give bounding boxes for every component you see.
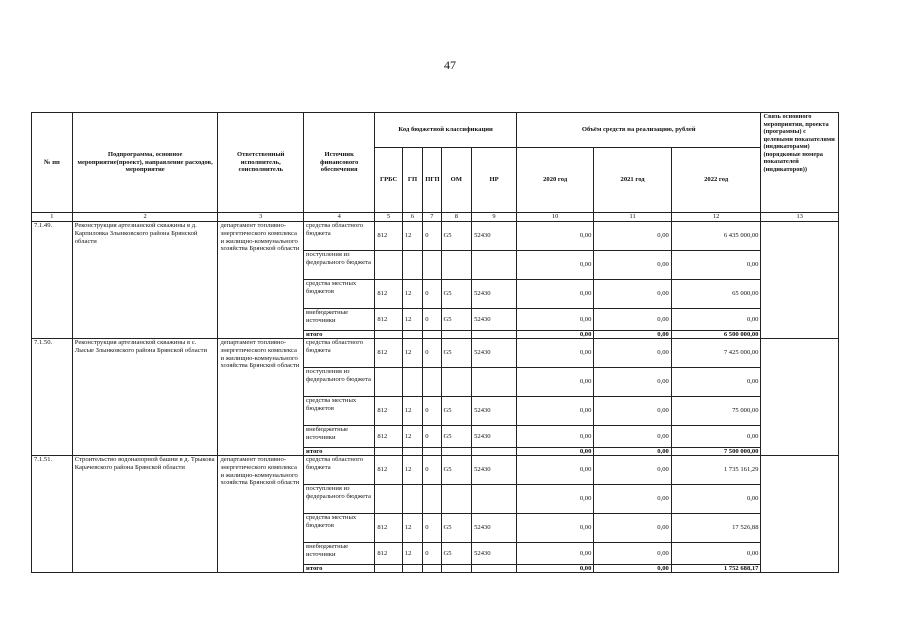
column-number: 4	[304, 213, 375, 222]
code-np: 52430	[472, 280, 517, 309]
funding-source: средства местных бюджетов	[304, 280, 375, 309]
measure-name: Реконструкция артезианской скважины в д. Карпиловка Злынковского района Брянской области	[72, 222, 218, 339]
header-classification-group: Код бюджетной классификации	[375, 113, 517, 148]
total-2020: 0,00	[516, 331, 593, 339]
code-gp: 12	[402, 339, 422, 368]
header-source: Источник финансового обеспечения	[304, 113, 375, 213]
amount-2021: 0,00	[594, 514, 671, 543]
table-body	[32, 222, 839, 573]
amount-2022: 7 425 000,00	[671, 339, 761, 368]
funding-source: средства областного бюджета	[304, 222, 375, 251]
measure-name: Реконструкция артезианской скважины в с. Лысые Злынковского района Брянской области	[72, 339, 218, 456]
funding-source: поступления из федерального бюджета	[304, 251, 375, 280]
amount-2022: 0,00	[671, 485, 761, 514]
code-np: 52430	[472, 309, 517, 331]
measure-executor: департамент топливно-энергетического комплекса и жилищно-коммунального хозяйства Брянской области	[218, 339, 304, 456]
code-om	[441, 251, 472, 280]
funding-source: поступления из федерального бюджета	[304, 485, 375, 514]
code-grbs	[375, 331, 403, 339]
code-np	[472, 485, 517, 514]
amount-2022: 17 526,88	[671, 514, 761, 543]
code-np: 52430	[472, 222, 517, 251]
code-gp: 12	[402, 309, 422, 331]
code-grbs: 812	[375, 222, 403, 251]
amount-2020: 0,00	[516, 339, 593, 368]
code-om	[441, 485, 472, 514]
funding-source: средства областного бюджета	[304, 456, 375, 485]
amount-2021: 0,00	[594, 280, 671, 309]
funding-source: внебюджетные источники	[304, 426, 375, 448]
amount-2022: 0,00	[671, 426, 761, 448]
code-om: G5	[441, 280, 472, 309]
amount-2020: 0,00	[516, 514, 593, 543]
funding-source: средства местных бюджетов	[304, 514, 375, 543]
code-om: G5	[441, 426, 472, 448]
column-number: 10	[516, 213, 593, 222]
header-om: ОМ	[441, 148, 472, 213]
amount-2020: 0,00	[516, 426, 593, 448]
code-pgp: 0	[423, 280, 441, 309]
funding-source: средства областного бюджета	[304, 339, 375, 368]
column-number: 2	[72, 213, 218, 222]
header-volume-group: Объём средств на реализацию, рублей	[516, 113, 761, 148]
code-pgp	[423, 485, 441, 514]
column-number: 1	[32, 213, 73, 222]
code-om	[441, 565, 472, 573]
code-grbs: 812	[375, 309, 403, 331]
indicator-link-cell	[761, 456, 839, 573]
code-om	[441, 448, 472, 456]
code-om	[441, 368, 472, 397]
amount-2022: 1 735 161,29	[671, 456, 761, 485]
code-np: 52430	[472, 397, 517, 426]
amount-2021: 0,00	[594, 485, 671, 514]
code-pgp: 0	[423, 397, 441, 426]
indicator-link-cell	[761, 222, 839, 339]
column-number: 3	[218, 213, 304, 222]
code-gp: 12	[402, 397, 422, 426]
total-2020: 0,00	[516, 565, 593, 573]
code-pgp	[423, 565, 441, 573]
code-grbs: 812	[375, 339, 403, 368]
amount-2022: 0,00	[671, 543, 761, 565]
total-2021: 0,00	[594, 331, 671, 339]
code-np	[472, 565, 517, 573]
code-grbs	[375, 251, 403, 280]
indicator-link-cell	[761, 339, 839, 456]
total-label: итого	[304, 565, 375, 573]
total-2021: 0,00	[594, 565, 671, 573]
amount-2020: 0,00	[516, 222, 593, 251]
amount-2022: 6 435 000,00	[671, 222, 761, 251]
column-number: 9	[472, 213, 517, 222]
header-np: НР	[472, 148, 517, 213]
measure-executor: департамент топливно-энергетического комплекса и жилищно-коммунального хозяйства Брянской области	[218, 222, 304, 339]
code-grbs	[375, 485, 403, 514]
amount-2020: 0,00	[516, 309, 593, 331]
amount-2021: 0,00	[594, 251, 671, 280]
code-np	[472, 448, 517, 456]
amount-2021: 0,00	[594, 397, 671, 426]
code-gp	[402, 251, 422, 280]
funding-source: поступления из федерального бюджета	[304, 368, 375, 397]
code-np: 52430	[472, 339, 517, 368]
code-pgp: 0	[423, 456, 441, 485]
funding-source: средства местных бюджетов	[304, 397, 375, 426]
amount-2021: 0,00	[594, 368, 671, 397]
code-gp: 12	[402, 280, 422, 309]
table-row	[32, 456, 839, 485]
code-np	[472, 251, 517, 280]
amount-2022: 75 000,00	[671, 397, 761, 426]
column-number: 8	[441, 213, 472, 222]
measure-name: Строительство водонапорной башни в д. Трыкова Карачевского района Брянской области	[72, 456, 218, 573]
table-row	[32, 222, 839, 251]
code-gp: 12	[402, 222, 422, 251]
amount-2020: 0,00	[516, 397, 593, 426]
code-np	[472, 331, 517, 339]
code-pgp	[423, 448, 441, 456]
code-np: 52430	[472, 514, 517, 543]
header-gp: ГП	[402, 148, 422, 213]
code-pgp	[423, 368, 441, 397]
code-grbs: 812	[375, 280, 403, 309]
budget-table	[31, 112, 839, 573]
code-gp	[402, 565, 422, 573]
code-om: G5	[441, 309, 472, 331]
code-om: G5	[441, 514, 472, 543]
total-label: итого	[304, 448, 375, 456]
code-grbs	[375, 448, 403, 456]
total-2022: 7 500 000,00	[671, 448, 761, 456]
total-2022: 6 500 000,00	[671, 331, 761, 339]
code-pgp: 0	[423, 514, 441, 543]
column-number-row	[32, 213, 839, 222]
measure-number: 7.1.49.	[32, 222, 73, 339]
code-gp: 12	[402, 426, 422, 448]
total-2020: 0,00	[516, 448, 593, 456]
column-number: 12	[671, 213, 761, 222]
code-np: 52430	[472, 456, 517, 485]
total-2022: 1 752 688,17	[671, 565, 761, 573]
funding-source: внебюджетные источники	[304, 543, 375, 565]
amount-2022: 0,00	[671, 309, 761, 331]
code-om: G5	[441, 543, 472, 565]
code-pgp	[423, 251, 441, 280]
code-grbs	[375, 368, 403, 397]
amount-2022: 0,00	[671, 251, 761, 280]
code-gp	[402, 485, 422, 514]
column-number: 7	[423, 213, 441, 222]
code-gp: 12	[402, 456, 422, 485]
code-gp	[402, 368, 422, 397]
header-pgp: ПГП	[423, 148, 441, 213]
code-pgp: 0	[423, 543, 441, 565]
code-pgp: 0	[423, 309, 441, 331]
code-grbs: 812	[375, 426, 403, 448]
code-om: G5	[441, 339, 472, 368]
column-number: 6	[402, 213, 422, 222]
code-om: G5	[441, 397, 472, 426]
code-grbs	[375, 565, 403, 573]
amount-2021: 0,00	[594, 222, 671, 251]
amount-2021: 0,00	[594, 426, 671, 448]
page-number: 47	[444, 58, 456, 72]
amount-2020: 0,00	[516, 251, 593, 280]
code-np: 52430	[472, 426, 517, 448]
code-np	[472, 368, 517, 397]
table-row	[32, 339, 839, 368]
code-pgp: 0	[423, 222, 441, 251]
header-2021: 2021 год	[594, 148, 671, 213]
code-np: 52430	[472, 543, 517, 565]
header-link: Связь основного мероприятия, проекта (программы) с целевыми показателями (индикаторами) (порядковые номера показателей (индикаторов))	[761, 113, 839, 213]
code-pgp: 0	[423, 339, 441, 368]
amount-2021: 0,00	[594, 543, 671, 565]
header-2022: 2022 год	[671, 148, 761, 213]
total-label: итого	[304, 331, 375, 339]
header-name: Подпрограмма, основное мероприятие(проект), направление расходов, мероприятие	[72, 113, 218, 213]
table-header	[32, 113, 839, 222]
code-om	[441, 331, 472, 339]
amount-2020: 0,00	[516, 543, 593, 565]
measure-number: 7.1.50.	[32, 339, 73, 456]
funding-source: внебюджетные источники	[304, 309, 375, 331]
amount-2021: 0,00	[594, 456, 671, 485]
code-grbs: 812	[375, 456, 403, 485]
column-number: 5	[375, 213, 403, 222]
header-no: № пп	[32, 113, 73, 213]
amount-2020: 0,00	[516, 280, 593, 309]
amount-2020: 0,00	[516, 368, 593, 397]
amount-2022: 65 000,00	[671, 280, 761, 309]
column-number: 13	[761, 213, 839, 222]
code-gp	[402, 448, 422, 456]
column-number: 11	[594, 213, 671, 222]
amount-2021: 0,00	[594, 309, 671, 331]
measure-executor: департамент топливно-энергетического комплекса и жилищно-коммунального хозяйства Брянской области	[218, 456, 304, 573]
amount-2021: 0,00	[594, 339, 671, 368]
code-grbs: 812	[375, 543, 403, 565]
code-om: G5	[441, 222, 472, 251]
code-grbs: 812	[375, 514, 403, 543]
header-executor: Ответственный исполнитель, соисполнитель	[218, 113, 304, 213]
code-gp: 12	[402, 543, 422, 565]
code-om: G5	[441, 456, 472, 485]
header-grbs: ГРБС	[375, 148, 403, 213]
header-2020: 2020 год	[516, 148, 593, 213]
amount-2020: 0,00	[516, 485, 593, 514]
code-grbs: 812	[375, 397, 403, 426]
code-gp: 12	[402, 514, 422, 543]
amount-2020: 0,00	[516, 456, 593, 485]
amount-2022: 0,00	[671, 368, 761, 397]
code-pgp	[423, 331, 441, 339]
code-gp	[402, 331, 422, 339]
measure-number: 7.1.51.	[32, 456, 73, 573]
code-pgp: 0	[423, 426, 441, 448]
total-2021: 0,00	[594, 448, 671, 456]
